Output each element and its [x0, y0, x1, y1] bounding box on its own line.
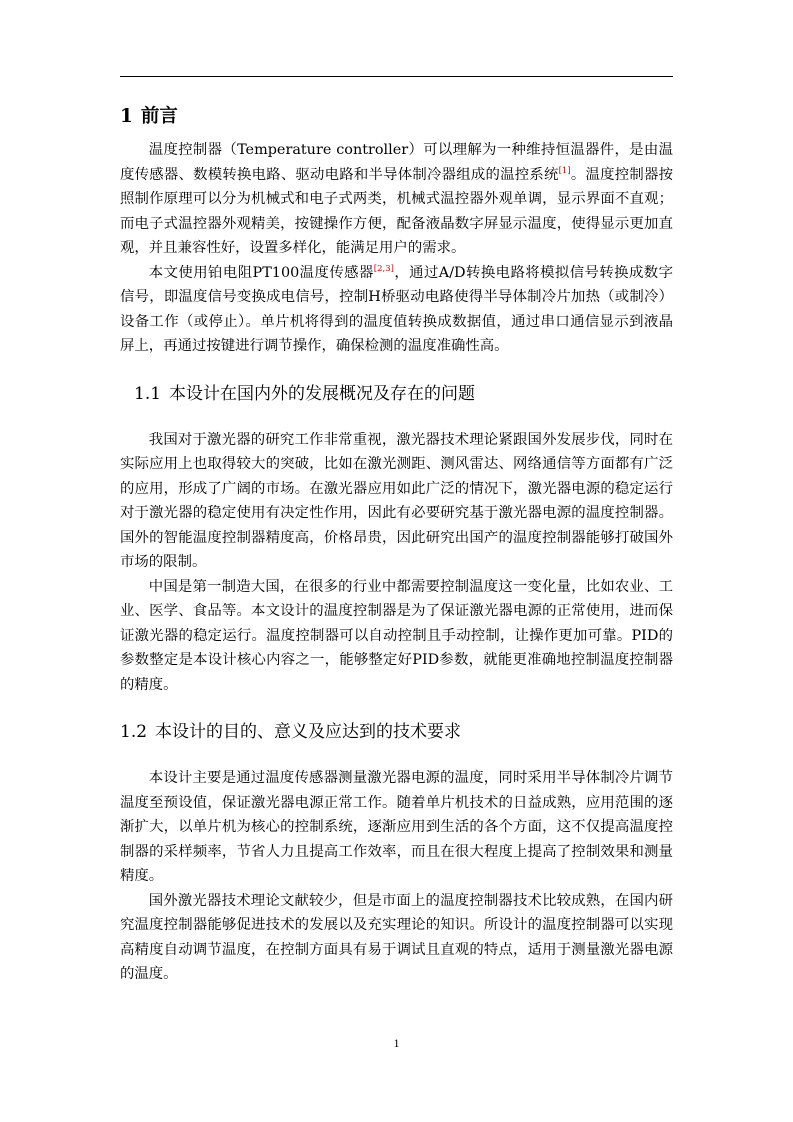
body-paragraph: 中国是第一制造大国，在很多的行业中都需要控制温度这一变化量，比如农业、工业、医学、食品等。本文设计的温度控制器是为了保证激光器电源的正常使用，进而保证激光器的稳定运行。温度控制器可以自动控制且手动控制，让操作更加可靠。PID的参数整定是本设计核心内容之一，能够整定好PID参数，就能更准确地控制温度控制器的精度。	[120, 578, 673, 693]
intro-paragraph-text: ，通过A/D转换电路将模拟信号转换成数字信号，即温度信号变换成电信号，控制H桥驱动电路使得半导体制冷片加热（或制冷）设备工作（或停止）。单片机将得到的温度值转换成数据值，通过串口通信显示到液晶屏上，再通过按键进行调节操作，确保检测的温度准确性高。	[120, 264, 673, 354]
citation-ref: [1]	[558, 165, 571, 176]
body-paragraph: 本设计主要是通过温度传感器测量激光器电源的温度，同时采用半导体制冷片调节温度至预设值，保证激光器电源正常工作。随着单片机技术的日益成熟，应用范围的逐渐扩大，以单片机为核心的控制系统，逐渐应用到生活的各个方面，这不仅提高温度控制器的采样频率，节省人力且提高工作效率，而且在很大程度上提高了控制效果和测量精度。	[120, 770, 673, 884]
section-heading	[120, 720, 673, 744]
body-paragraph: 我国对于激光器的研究工作非常重视，激光器技术理论紧跟国外发展步伐，同时在实际应用上也取得较大的突破，比如在激光测距、测风雷达、网络通信等方面都有广泛的应用，形成了广阔的市场。在激光器应用如此广泛的情况下，激光器电源的稳定运行对于激光器的稳定使用有决定性作用，因此有必要研究基于激光器电源的温度控制器。国外的智能温度控制器精度高，价格昂贵，因此研究出国产的温度控制器能够打破国外市场的限制。	[120, 431, 673, 570]
header-rule	[120, 76, 673, 77]
chapter-number: 1	[120, 106, 133, 127]
section-title: 本设计在国内外的发展概况及存在的问题	[169, 383, 476, 404]
section-title: 本设计的目的、意义及应达到的技术要求	[155, 722, 462, 742]
intro-paragraph-text: 。温度控制器按照制作原理可以分为机械式和电子式两类，机械式温控器外观单调，显示界面不直观；而电子式温控器外观精美，按键操作方便，配备液晶数字屏显示温度，使得显示更加直观，并且兼容性好，设置多样化，能满足用户的需求。	[120, 166, 673, 256]
section-number: 1.2	[120, 722, 148, 742]
page-content	[120, 104, 673, 987]
intro-paragraph	[120, 261, 673, 359]
page-number: 1	[393, 1036, 400, 1050]
section-heading	[120, 382, 673, 406]
citation-ref: [2,3]	[373, 263, 394, 274]
intro-paragraph	[120, 138, 673, 261]
intro-paragraph-text: 本文使用铂电阻PT100温度传感器	[148, 264, 374, 281]
chapter-heading	[120, 104, 673, 130]
body-paragraph: 国外激光器技术理论文献较少，但是市面上的温度控制器技术比较成熟，在国内研究温度控制器能够促进技术的发展以及充实理论的知识。所设计的温度控制器可以实现高精度自动调节温度，在控制方面具有易于调试且直观的特点，适用于测量激光器电源的温度。	[120, 892, 673, 982]
section-number: 1.1	[134, 383, 162, 404]
chapter-title: 前言	[140, 106, 178, 127]
intro-paragraph-text: 温度控制器（Temperature controller）可以理解为一种维持恒温器件，是由温度传感器、数模转换电路、驱动电路和半导体制冷器组成的温控系统	[120, 142, 673, 183]
